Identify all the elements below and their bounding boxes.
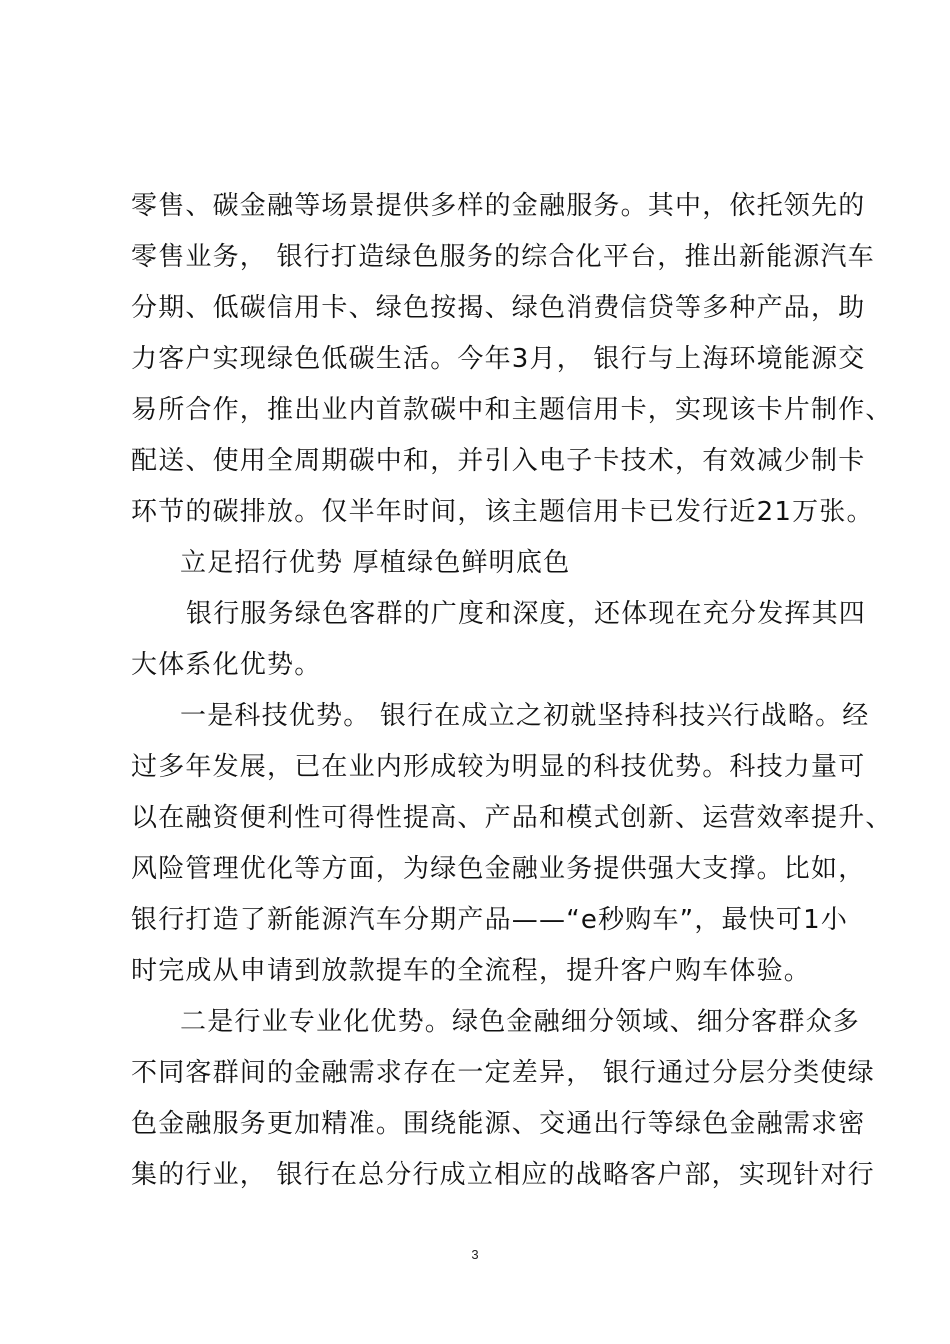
text-line: 大体系化优势。 [131,650,322,680]
text-line: 以在融资便利性可得性提高、产品和模式创新、运营效率提升、 [131,803,893,833]
text-line: 一是科技优势。 银行在成立之初就坚持科技兴行战略。经 [180,701,870,731]
text-line: 零售、碳金融等场景提供多样的金融服务。其中，依托领先的 [131,191,866,221]
text-line: 环节的碳排放。仅半年时间，该主题信用卡已发行近21万张。 [131,497,874,527]
text-line: 二是行业专业化优势。绿色金融细分领域、细分客群众多 [180,1007,861,1037]
text-line: 色金融服务更加精准。围绕能源、交通出行等绿色金融需求密 [131,1109,866,1139]
text-line: 时完成从申请到放款提车的全流程，提升客户购车体验。 [131,956,812,986]
text-line: 过多年发展，已在业内形成较为明显的科技优势。科技力量可 [131,752,866,782]
text-line: 配送、使用全周期碳中和，并引入电子卡技术，有效减少制卡 [131,446,866,476]
text-line: 风险管理优化等方面，为绿色金融业务提供强大支撑。比如， [131,854,866,884]
text-line: 集的行业， 银行在总分行成立相应的战略客户部，实现针对行 [131,1160,875,1190]
text-line: 力客户实现绿色低碳生活。今年3月， 银行与上海环境能源交 [131,344,866,374]
text-line: 银行打造了新能源汽车分期产品——“e秒购车”，最快可1小 [131,905,849,935]
text-line: 零售业务， 银行打造绿色服务的综合化平台，推出新能源汽车 [131,242,875,272]
page-number: 3 [471,1247,479,1262]
text-line: 不同客群间的金融需求存在一定差异， 银行通过分层分类使绿 [131,1058,875,1088]
text-line: 银行服务绿色客群的广度和深度，还体现在充分发挥其四 [186,599,867,629]
text-line: 分期、低碳信用卡、绿色按揭、绿色消费信贷等多种产品，助 [131,293,866,323]
text-line: 易所合作，推出业内首款碳中和主题信用卡，实现该卡片制作、 [131,395,893,425]
section-heading: 立足招行优势 厚植绿色鲜明底色 [180,548,571,578]
